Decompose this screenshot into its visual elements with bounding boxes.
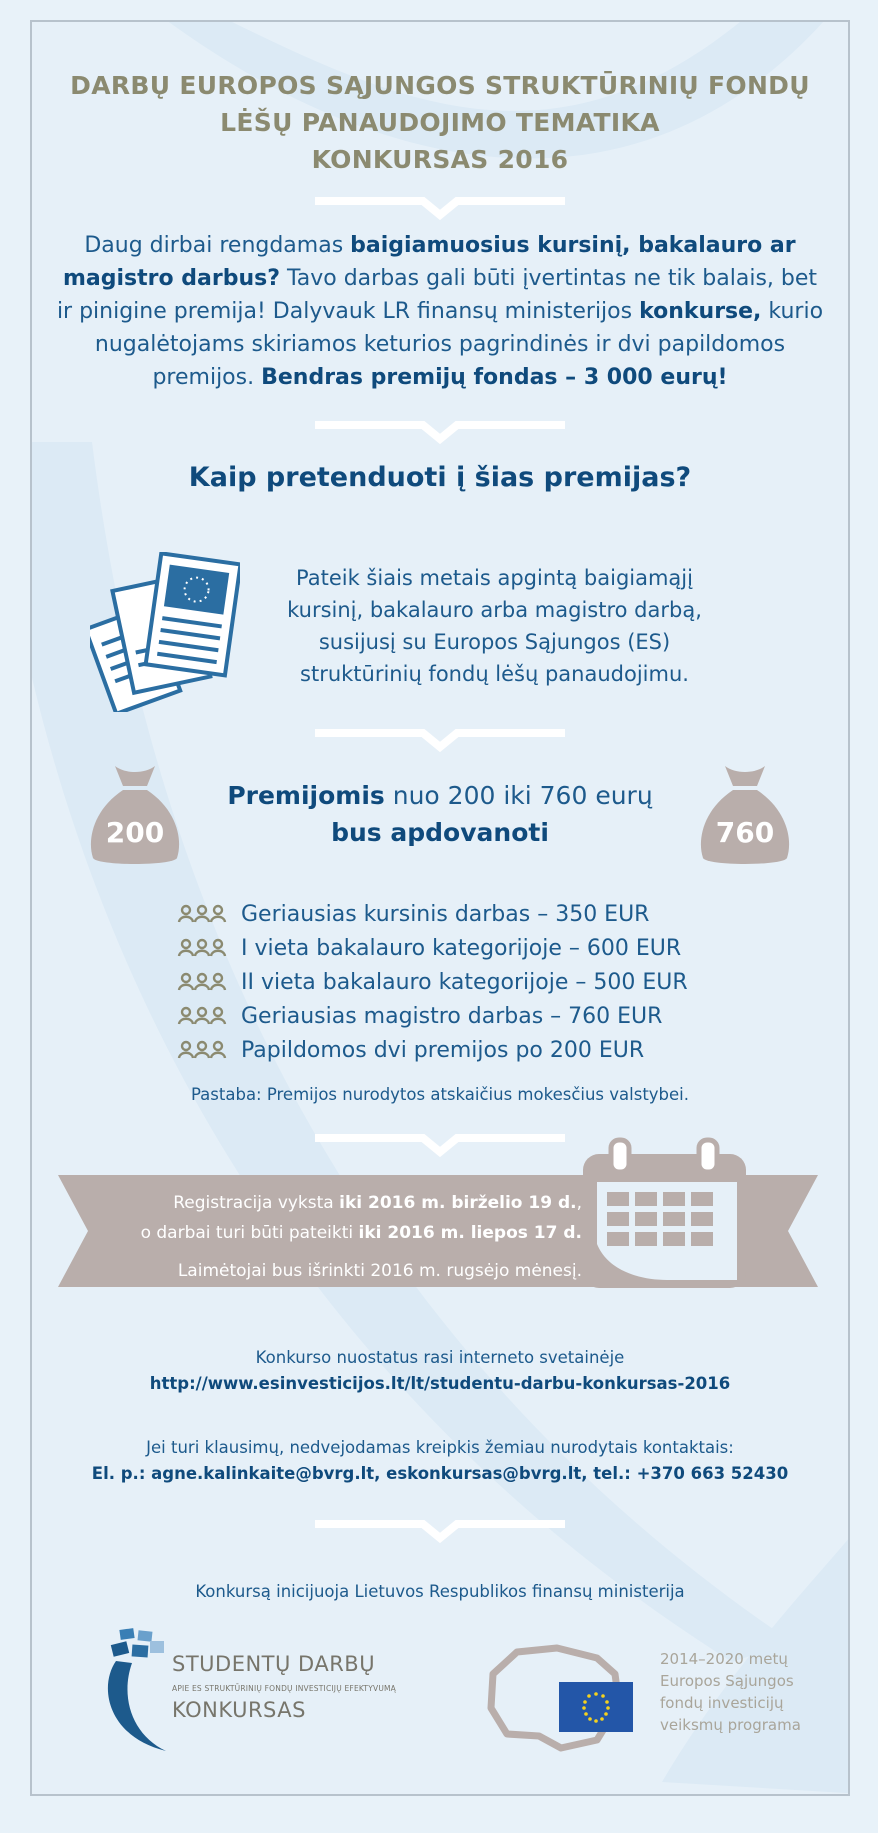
intro-bold-3: Bendras premijų fondas – 3 000 eurų! <box>261 365 728 390</box>
program-line-3: fondų investicijų <box>660 1694 784 1712</box>
money-bag-icon <box>697 760 793 870</box>
prize-heading-bold-2: bus apdovanoti <box>331 818 549 847</box>
people-icon <box>177 1006 227 1026</box>
bag-right-amount: 760 <box>715 816 775 849</box>
prize-item-text: II vieta bakalauro kategorijoje – 500 EUR <box>241 969 688 995</box>
people-icon <box>177 904 227 924</box>
list-item <box>177 897 777 931</box>
reg-line-2-text: o darbai turi būti pateikti <box>140 1223 359 1243</box>
people-icon <box>177 938 227 958</box>
prize-item-text: Geriausias kursinis darbas – 350 EUR <box>241 901 650 927</box>
logo-title-2: KONKURSAS <box>172 1698 306 1722</box>
list-item <box>177 999 777 1033</box>
rules-text: Konkurso nuostatus rasi interneto svetainėje <box>255 1348 625 1367</box>
prize-heading-bold: Premijomis <box>227 781 385 810</box>
documents-icon <box>90 552 240 712</box>
chevron-divider <box>315 727 565 755</box>
intro-text-2: Tavo darbas gali būti įvertintas ne tik balais, bet ir pinigine premija! Dalyvauk LR finansų ministerijos <box>56 266 818 324</box>
lithuania-eu-logo <box>487 1644 637 1754</box>
prize-list <box>177 897 777 1067</box>
contact-text: Jei turi klausimų, nedvejodamas kreipkis žemiau nurodytais kontaktais: <box>146 1438 734 1457</box>
page-title <box>32 67 848 178</box>
reg-line-2-date: iki 2016 m. liepos 17 d. <box>358 1223 582 1243</box>
prize-item-text: Geriausias magistro darbas – 760 EUR <box>241 1003 663 1029</box>
section-heading: Kaip pretenduoti į šias premijas? <box>188 462 692 493</box>
prize-item-text: I vieta bakalauro kategorijoje – 600 EUR <box>241 935 682 961</box>
prize-heading <box>202 777 678 851</box>
program-text <box>660 1648 801 1736</box>
chevron-divider <box>315 1518 565 1546</box>
contact-block <box>32 1435 848 1487</box>
intro-bold-2: konkurse, <box>639 299 762 324</box>
logo-subtitle: APIE ES STRUKTŪRINIŲ FONDŲ INVESTICIJŲ EFEKTYVUMĄ <box>172 1684 397 1693</box>
chevron-divider <box>315 419 565 447</box>
reg-line-1-end: , <box>576 1193 582 1213</box>
rules-block <box>32 1345 848 1397</box>
list-item <box>177 931 777 965</box>
prize-note: Pastaba: Premijos nurodytos atskaičius mokesčius valstybei. <box>190 1085 690 1104</box>
program-line-2: Europos Sąjungos <box>660 1672 794 1690</box>
chevron-divider <box>315 1132 565 1160</box>
intro-text-3: kurio nugalėtojams skiriamos keturios pagrindinės ir dvi papildomos premijos. <box>94 299 824 390</box>
prize-heading-text: nuo 200 iki 760 eurų <box>384 781 653 810</box>
application-step-text: Pateik šiais metais apgintą baigiamąjį kursinį, bakalauro arba magistro darbą, susijusį su Europos Sąjungos (ES) struktūrinių fondų lėšų panaudojimu. <box>287 566 702 686</box>
prize-item-text: Papildomos dvi premijos po 200 EUR <box>241 1037 645 1063</box>
people-icon <box>177 972 227 992</box>
intro-text-1: Daug dirbai rengdamas <box>84 233 351 258</box>
registration-text <box>92 1188 582 1286</box>
reg-line-3-text: Laimėtojai bus išrinkti 2016 m. rugsėjo mėnesį. <box>177 1261 582 1281</box>
rules-link[interactable]: http://www.esinvesticijos.lt/lt/studentu-darbu-konkursas-2016 <box>149 1374 731 1393</box>
money-bag-icon <box>87 760 183 870</box>
program-line-4: veiksmų programa <box>660 1716 801 1734</box>
contact-details[interactable]: El. p.: agne.kalinkaite@bvrg.lt, eskonkursas@bvrg.lt, tel.: +370 663 52430 <box>91 1464 789 1483</box>
intro-paragraph <box>52 229 828 394</box>
program-line-1: 2014–2020 metų <box>660 1650 788 1668</box>
reg-line-1-text: Registracija vyksta <box>173 1193 340 1213</box>
bag-left-amount: 200 <box>105 816 165 849</box>
list-item <box>177 965 777 999</box>
logo-title: STUDENTŲ DARBŲ <box>172 1652 376 1676</box>
reg-line-1-date: iki 2016 m. birželio 19 d. <box>339 1193 577 1213</box>
initiator-text: Konkursą inicijuoja Lietuvos Respublikos finansų ministerija <box>195 1582 685 1601</box>
competition-logo-icon <box>102 1627 182 1757</box>
intro-bold-1: baigiamuosius kursinį, bakalauro ar magistro darbus? <box>62 233 796 291</box>
chevron-divider <box>315 195 565 223</box>
list-item <box>177 1033 777 1067</box>
calendar-icon <box>577 1134 752 1294</box>
title-line-2: LĖŠŲ PANAUDOJIMO TEMATIKA <box>220 108 660 137</box>
title-line-1: DARBŲ EUROPOS SĄJUNGOS STRUKTŪRINIŲ FONDŲ <box>70 71 810 100</box>
poster-frame <box>30 20 850 1796</box>
people-icon <box>177 1040 227 1060</box>
title-line-3: KONKURSAS 2016 <box>311 145 569 174</box>
